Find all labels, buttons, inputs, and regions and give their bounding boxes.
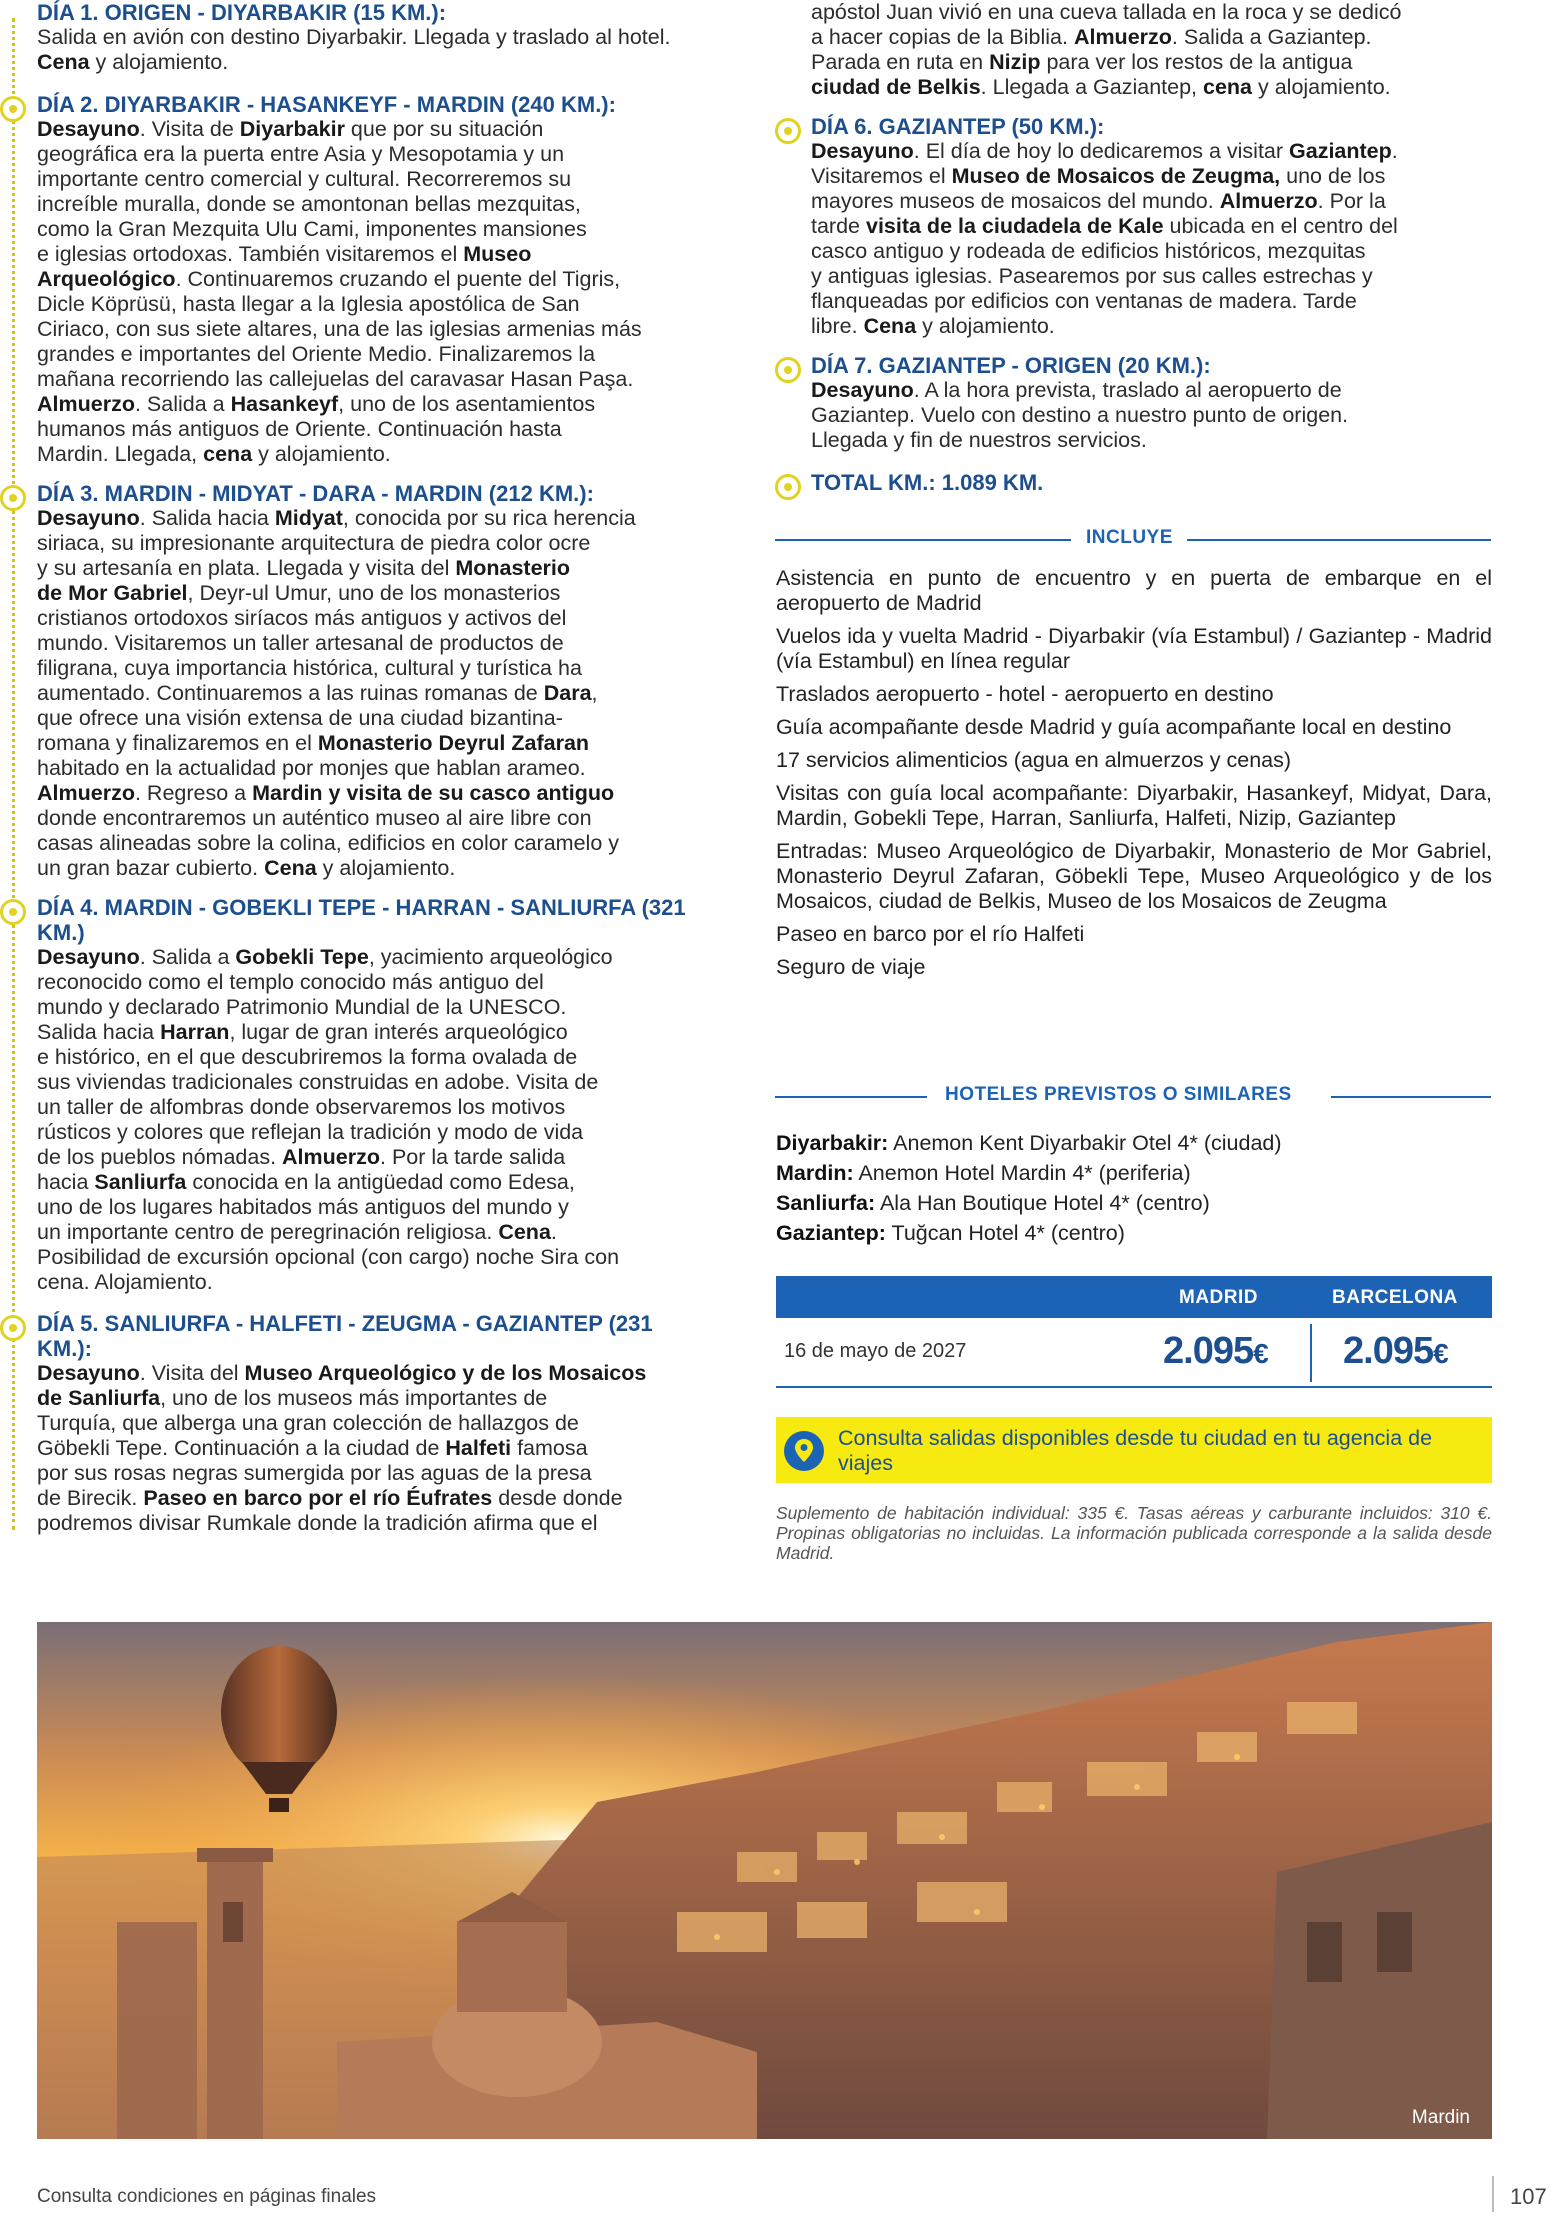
- day-2: [0, 92, 720, 467]
- list-item: Paseo en barco por el río Halfeti: [776, 922, 1085, 946]
- list-item: Traslados aeropuerto - hotel - aeropuerto en destino: [776, 682, 1274, 706]
- mardin-photo: [37, 1622, 1492, 2139]
- price-col-barcelona: BARCELONA: [1332, 1287, 1458, 1308]
- price-table: [776, 1276, 1492, 1388]
- price-row: [776, 1318, 1492, 1388]
- page-number: 107: [1510, 2184, 1547, 2209]
- pricing-note: Suplemento de habitación individual: 335 €. Tasas aéreas y carburante incluidos: 310 €. Propinas obligatorias no incluidas. La información publicada corresponde a la salida desde Madrid.: [776, 1503, 1492, 1563]
- day-5: [0, 1311, 720, 1536]
- price-madrid: 2.095€: [1163, 1330, 1268, 1372]
- photo-caption: Mardin: [1411, 2107, 1470, 2128]
- includes-heading-label: INCLUYE: [1086, 527, 1173, 548]
- day-7: [775, 353, 1491, 453]
- includes-list: [776, 566, 1492, 988]
- hotel-row: Sanliurfa: Ala Han Boutique Hotel 4* (centro): [776, 1191, 1210, 1215]
- day-6: [775, 114, 1491, 339]
- day-body: Desayuno. A la hora prevista, traslado al aeropuerto de Gaziantep. Vuelo con destino a nuestro punto de origen. Llegada y fin de nuestros servicios.: [811, 378, 1349, 452]
- timeline-dot-icon: [0, 1315, 26, 1341]
- list-item: Asistencia en punto de encuentro y en puerta de embarque en el aeropuerto de Madrid: [776, 566, 1492, 615]
- list-item: Visitas con guía local acompañante: Diyarbakir, Hasankeyf, Midyat, Dara, Mardin, Gobekli Tepe, Harran, Sanliurfa, Halfeti, Nizip, Gaziantep: [776, 781, 1492, 830]
- hotel-row: Diyarbakir: Anemon Kent Diyarbakir Otel 4* (ciudad): [776, 1131, 1282, 1155]
- mardin-landscape-image: [37, 1622, 1492, 2139]
- timeline-dot-icon: [775, 474, 801, 500]
- day-body: Salida en avión con destino Diyarbakir. Llegada y traslado al hotel. Cena y alojamiento.: [37, 25, 671, 74]
- agency-cta-text: Consulta salidas disponibles desde tu ciudad en tu agencia de viajes: [838, 1426, 1433, 1475]
- day-body: apóstol Juan vivió en una cueva tallada en la roca y se dedicó a hacer copias de la Biblia. Almuerzo. Salida a Gaziantep. Parada en ruta en Nizip para ver los restos de la antigua ciudad de Belkis. Llegada a Gaziantep, cena y alojamiento.: [811, 0, 1402, 99]
- list-item: 17 servicios alimenticios (agua en almuerzos y cenas): [776, 748, 1292, 772]
- timeline-dot-icon: [775, 357, 801, 383]
- hotel-row: Mardin: Anemon Hotel Mardin 4* (periferia): [776, 1161, 1191, 1185]
- day-title: DÍA 6. GAZIANTEP (50 KM.):: [811, 114, 1105, 139]
- departure-date: 16 de mayo de 2027: [784, 1340, 967, 1362]
- price-barcelona: 2.095€: [1343, 1330, 1448, 1372]
- day-1: [0, 0, 720, 75]
- day-title: DÍA 1. ORIGEN - DIYARBAKIR (15 KM.):: [37, 0, 447, 25]
- location-pin-icon: [784, 1431, 824, 1471]
- includes-heading: [775, 527, 1491, 553]
- agency-cta: [776, 1417, 1492, 1483]
- price-divider: [1310, 1324, 1312, 1382]
- hotel-row: Gaziantep: Tuğcan Hotel 4* (centro): [776, 1221, 1125, 1245]
- day-title: DÍA 3. MARDIN - MIDYAT - DARA - MARDIN (212 KM.):: [37, 481, 594, 506]
- day-title: DÍA 5. SANLIURFA - HALFETI - ZEUGMA - GAZIANTEP (231 KM.):: [37, 1311, 653, 1361]
- total-km-label: TOTAL KM.: 1.089 KM.: [811, 470, 1044, 495]
- hotels-heading-label: HOTELES PREVISTOS O SIMILARES: [945, 1084, 1292, 1105]
- timeline-dot-icon: [0, 899, 26, 925]
- day-title: DÍA 4. MARDIN - GOBEKLI TEPE - HARRAN - SANLIURFA (321 KM.): [37, 895, 686, 945]
- hotels-heading: [775, 1084, 1491, 1110]
- list-item: Guía acompañante desde Madrid y guía acompañante local en destino: [776, 715, 1452, 739]
- day-body: Desayuno. El día de hoy lo dedicaremos a visitar Gaziantep. Visitaremos el Museo de Mosaicos de Zeugma, uno de los mayores museos de mosaicos del mundo. Almuerzo. Por la tarde visita de la ciudadela de Kale ubicada en el centro del casco antiguo y rodeada de edificios históricos, mezquitas y antiguas iglesias. Pasearemos por sus calles estrechas y flanqueadas por edificios con ventanas de madera. Tarde libre. Cena y alojamiento.: [811, 139, 1398, 338]
- price-col-madrid: MADRID: [1179, 1287, 1258, 1308]
- day-title: DÍA 7. GAZIANTEP - ORIGEN (20 KM.):: [811, 353, 1211, 378]
- hotels-list: [776, 1128, 1282, 1248]
- day-5-continued: [775, 0, 1491, 100]
- day-body: Desayuno. Visita de Diyarbakir que por su situación geográfica era la puerta entre Asia y Mesopotamia y un importante centro comercial y cultural. Recorreremos su increíble muralla, donde se amontonan bellas mezquitas, como la Gran Mezquita Ulu Cami, imponentes mansiones e iglesias ortodoxas. También visitaremos el Museo Arqueológico. Continuaremos cruzando el puente del Tigris, Dicle Köprüsü, hasta llegar a la Iglesia apostólica de San Ciriaco, con sus siete altares, una de las iglesias armenias más grandes e importantes del Oriente Medio. Finalizaremos la mañana recorriendo las callejuelas del caravasar Hasan Paşa. Almuerzo. Salida a Hasankeyf, uno de los asentamientos humanos más antiguos de Oriente. Continuación hasta Mardin. Llegada, cena y alojamiento.: [37, 117, 642, 466]
- total-km: [775, 470, 1491, 495]
- timeline-dot-icon: [0, 96, 26, 122]
- footer-conditions: Consulta condiciones en páginas finales: [37, 2186, 377, 2207]
- day-3: [0, 481, 720, 881]
- list-item: Entradas: Museo Arqueológico de Diyarbakir, Monasterio de Mor Gabriel, Monasterio Deyrul Zafaran, Göbekli Tepe, Museo Arqueológico y de los Mosaicos, ciudad de Belkis, Museo de los Mosaicos de Zeugma: [776, 839, 1492, 913]
- list-item: Vuelos ida y vuelta Madrid - Diyarbakir (vía Estambul) / Gaziantep - Madrid (vía Estambul) en línea regular: [776, 624, 1492, 673]
- day-body: Desayuno. Visita del Museo Arqueológico y de los Mosaicos de Sanliurfa, uno de los museos más importantes de Turquía, que alberga una gran colección de hallazgos de Göbekli Tepe. Continuación a la ciudad de Halfeti famosa por sus rosas negras sumergida por las aguas de la presa de Birecik. Paseo en barco por el río Éufrates desde donde podremos divisar Rumkale donde la tradición afirma que el: [37, 1361, 647, 1535]
- day-body: Desayuno. Salida hacia Midyat, conocida por su rica herencia siriaca, su impresionante arquitectura de piedra color ocre y su artesanía en plata. Llegada y visita del Monasterio de Mor Gabriel, Deyr-ul Umur, uno de los monasterios cristianos ortodoxos siríacos más antiguos y activos del mundo. Visitaremos un taller artesanal de productos de filigrana, cuya importancia histórica, cultural y turística ha aumentado. Continuaremos a las ruinas romanas de Dara, que ofrece una visión extensa de una ciudad bizantina- romana y finalizaremos en el Monasterio Deyrul Zafaran habitado en la actualidad por monjes que hablan arameo. Almuerzo. Regreso a Mardin y visita de su casco antiguo donde encontraremos un auténtico museo al aire libre con casas alineadas sobre la colina, edificios en color caramelo y un gran bazar cubierto. Cena y alojamiento.: [37, 506, 636, 880]
- day-body: Desayuno. Salida a Gobekli Tepe, yacimiento arqueológico reconocido como el templo conocido más antiguo del mundo y declarado Patrimonio Mundial de la UNESCO. Salida hacia Harran, lugar de gran interés arqueológico e histórico, en el que descubriremos la forma ovalada de sus viviendas tradicionales construidas en adobe. Visita de un taller de alfombras donde observaremos los motivos rústicos y colores que reflejan la tradición y modo de vida de los pueblos nómadas. Almuerzo. Por la tarde salida hacia Sanliurfa conocida en la antigüedad como Edesa, uno de los lugares habitados más antiguos del mundo y un importante centro de peregrinación religiosa. Cena. Posibilidad de excursión opcional (con cargo) noche Sira con cena. Alojamiento.: [37, 945, 620, 1294]
- footer-divider: [1492, 2176, 1494, 2212]
- day-title: DÍA 2. DIYARBAKIR - HASANKEYF - MARDIN (240 KM.):: [37, 92, 616, 117]
- list-item: Seguro de viaje: [776, 955, 926, 979]
- day-4: [0, 895, 720, 1295]
- timeline-dot-icon: [0, 485, 26, 511]
- price-header: [776, 1276, 1492, 1318]
- timeline-dot-icon: [775, 118, 801, 144]
